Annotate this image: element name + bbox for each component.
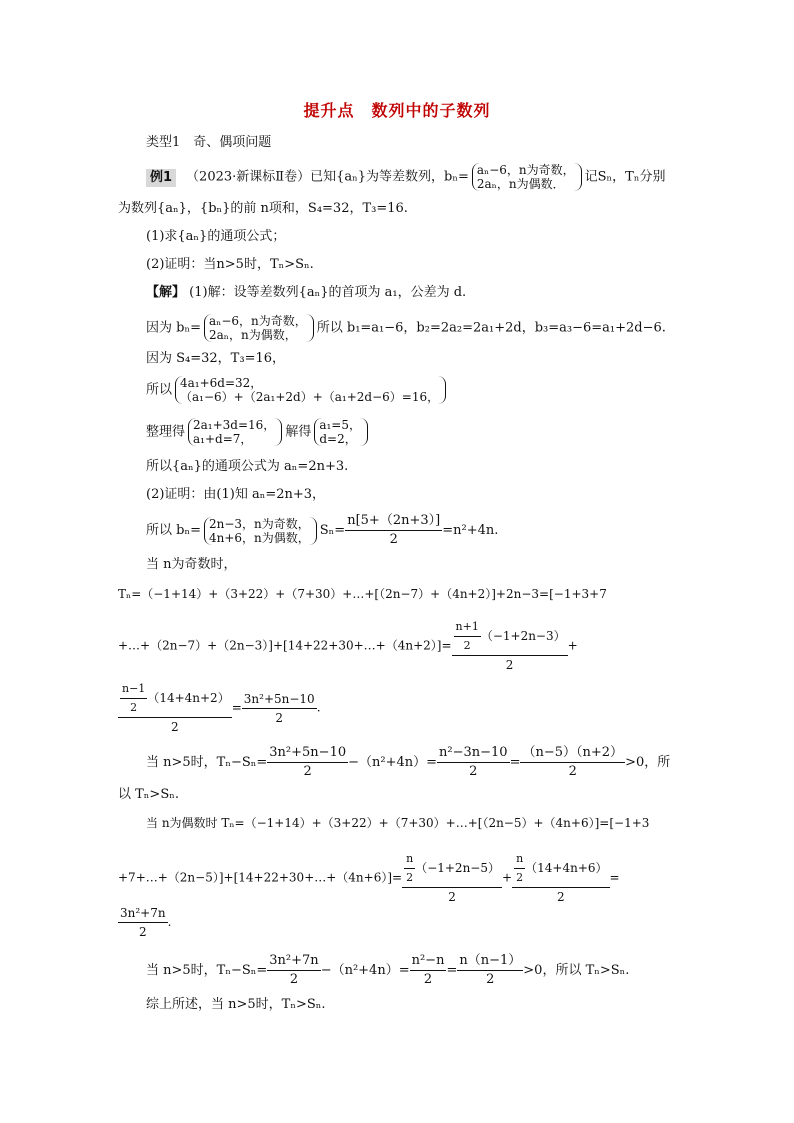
solution-conclusion: 综上所述，当 n>5时，Tₙ>Sₙ. xyxy=(146,997,326,1012)
solution-line6: 所以{aₙ}的通项公式为 aₙ=2n+3. xyxy=(146,459,349,474)
solution-line5: 整理得 2a₁+3d=16， a₁+d=7， 解得 a₁=5， d=2， xyxy=(146,418,371,446)
solution-line17: $\frac{\text{3n²+7n}}{2}$ . xyxy=(120,906,172,939)
cases-system1: 4a₁+6d=32， （a₁−6）+（2a₁+2d）+（a₁+2d−6）=16， xyxy=(175,376,446,404)
solution-line16: +7+…+（2n−5）]+[14+22+30+…+（4n+6）]= $\frac{n}{2}$ （−1+2n−5） 2 + $\frac{n}{2}$ （14+4n+6） 2 = xyxy=(118,852,620,904)
solution-line2: 因为 bₙ= aₙ−6，n为奇数， 2aₙ，n为偶数， 所以 b₁=a₁−6，b₂=2a₂=2a₁+2d，b₃=a₃−6=a₁+2d−6. xyxy=(146,314,666,342)
solution-tag: 【解】 xyxy=(146,285,186,300)
b-cases: aₙ−6，n为奇数， 2aₙ，n为偶数． xyxy=(472,163,582,191)
solution-line4: 所以 4a₁+6d=32， （a₁−6）+（2a₁+2d）+（a₁+2d−6）=16， xyxy=(146,376,449,404)
solution-line13: 当 n>5时，Tₙ−Sₙ= $\frac{\text{3n²+5n−10}}{2}$ −（n²+4n）= $\frac{\text{n²−3n−10}}{2}$ = $\frac{(n-5)(n+2)}{2}$ >0，所 xyxy=(146,745,671,779)
section-heading: 类型1 奇、偶项问题 xyxy=(146,135,272,150)
example-source: （2023·新课标Ⅱ卷）已知{aₙ}为等差数列，bₙ= xyxy=(186,169,469,185)
fraction-even-1: $\frac{n}{2}$ （−1+2n−5） 2 xyxy=(402,850,502,906)
question-2: (2)证明：当n>5时，Tₙ>Sₙ. xyxy=(146,257,314,272)
solution-line15: 当 n为偶数时 Tₙ=（−1+14）+（3+22）+（7+30）+…+[（2n−5）+（4n+6）]=[−1+3 xyxy=(146,816,650,830)
example-statement-line2: 为数列{aₙ}，{bₙ}的前 n项和，S₄=32，T₃=16. xyxy=(118,201,408,216)
example-statement-line1 xyxy=(146,163,665,191)
solution-line18: 当 n>5时，Tₙ−Sₙ= $\frac{\text{3n²+7n}}{2}$ −（n²+4n）= $\frac{\text{n²−n}}{2}$ = $\frac{n(n-1)}{2}$ >0，所以 Tₙ>Sₙ. xyxy=(146,953,630,987)
example-after: 记Sₙ，Tₙ分别 xyxy=(584,169,666,185)
example-tag: 例1 xyxy=(146,169,176,187)
fraction-odd-1: $\frac{n+1}{2}$ （−1+2n−3） 2 xyxy=(452,618,568,674)
solution-line8: 所以 bₙ= 2n−3，n为奇数， 4n+6，n为偶数， Sₙ= $\frac{n[5+(2n+3)]}{2}$ =n²+4n. xyxy=(146,513,499,547)
cases-system2: 2a₁+3d=16， a₁+d=7， xyxy=(188,418,282,446)
solution-line11: +…+（2n−7）+（2n−3）]+[14+22+30+…+（4n+2）]= $\frac{n+1}{2}$ （−1+2n−3） 2 + xyxy=(118,620,578,672)
solution-line9: 当 n为奇数时， xyxy=(146,557,237,572)
fraction-odd-2: $\frac{n-1}{2}$ （14+4n+2） 2 xyxy=(118,680,232,736)
fraction-even-result: $\frac{\text{3n²+7n}}{2}$ xyxy=(120,906,166,939)
solution-line7: (2)证明：由(1)知 aₙ=2n+3， xyxy=(146,487,326,502)
solution-line14: 以 Tₙ>Sₙ. xyxy=(118,787,179,802)
solution-line1: 【解】 (1)解：设等差数列{aₙ}的首项为 a₁，公差为 d. xyxy=(146,285,467,300)
cases-bn: aₙ−6，n为奇数， 2aₙ，n为偶数， xyxy=(204,314,314,342)
fraction-even-2: $\frac{n}{2}$ （14+4n+6） 2 xyxy=(512,850,609,906)
solution-line10: Tₙ=（−1+14）+（3+22）+（7+30）+…+[（2n−7）+（4n+2）]+2n−3=[−1+3+7 xyxy=(118,587,607,601)
question-1: (1)求{aₙ}的通项公式； xyxy=(146,229,286,244)
solution-line3: 因为 S₄=32，T₃=16， xyxy=(146,351,286,366)
fraction-sn: $\frac{n[5+(2n+3)]}{2}$ xyxy=(347,513,441,547)
fraction-odd-result: $\frac{\text{3n²+5n−10}}{2}$ xyxy=(243,691,315,725)
cases-solution: a₁=5， d=2， xyxy=(314,418,368,446)
cases-bn2: 2n−3，n为奇数， 4n+6，n为偶数， xyxy=(204,517,317,545)
solution-line12: $\frac{n-1}{2}$ （14+4n+2） 2 = $\frac{\text{3n²+5n−10}}{2}$ . xyxy=(118,680,321,736)
page-title: 提升点 数列中的子数列 xyxy=(303,101,491,120)
